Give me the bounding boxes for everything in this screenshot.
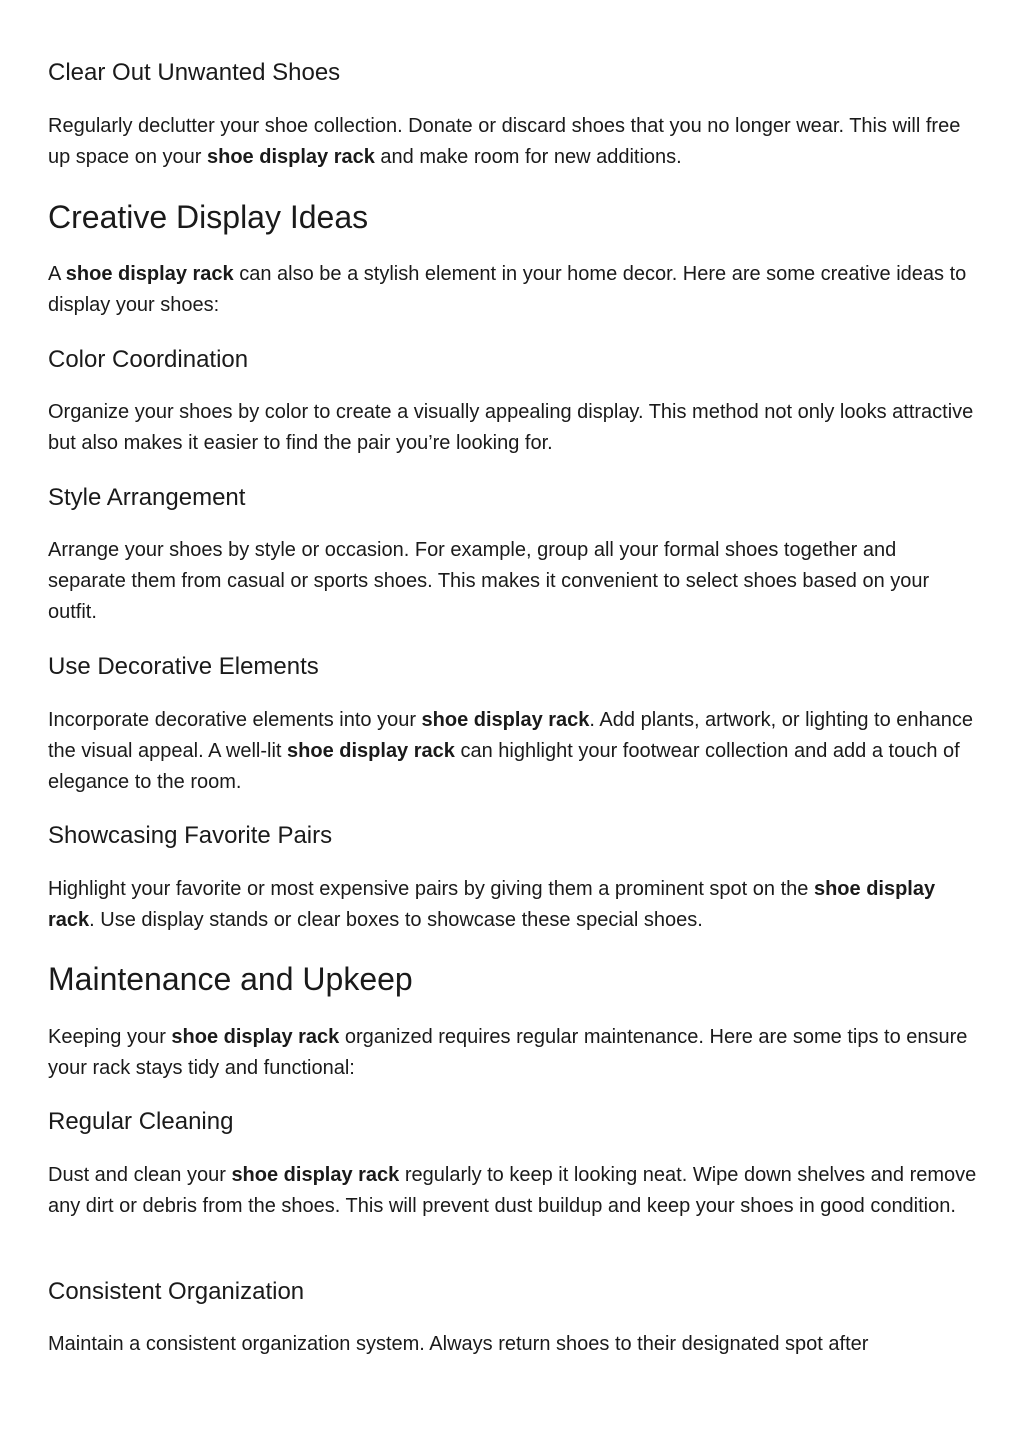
text: Regularly declutter your shoe collection. Donate or discard shoes that you no longer wear. This will free up space on your — [48, 115, 961, 168]
paragraph-favorite — [48, 874, 978, 936]
heading-color-coordination: Color Coordination — [48, 346, 249, 373]
text: Incorporate decorative elements into your — [48, 709, 422, 731]
text: Highlight your favorite or most expensive pairs by giving them a prominent spot on the — [48, 878, 814, 900]
heading-favorite-pairs: Showcasing Favorite Pairs — [48, 822, 333, 849]
keyword-shoe-display-rack: shoe display rack — [48, 878, 936, 931]
paragraph-cleaning — [48, 1160, 978, 1222]
text: A — [48, 263, 66, 285]
keyword-shoe-display-rack: shoe display rack — [171, 1026, 340, 1048]
heading-regular-cleaning: Regular Cleaning — [48, 1108, 234, 1135]
text: . Add plants, artwork, or lighting to enhance the visual appeal. A well-lit — [48, 709, 973, 762]
text: Dust and clean your — [48, 1164, 232, 1186]
keyword-shoe-display-rack: shoe display rack — [287, 740, 455, 762]
text: regularly to keep it looking neat. Wipe down shelves and remove any dirt or debris from the shoes. This will prevent dust buildup and keep your shoes in good condition. — [48, 1164, 977, 1217]
paragraph-maintenance — [48, 1022, 978, 1084]
heading-creative-display-ideas: Creative Display Ideas — [48, 199, 369, 235]
paragraph-clear-out — [48, 111, 978, 173]
text: Keeping your — [48, 1026, 172, 1048]
text: can highlight your footwear collection and add a touch of elegance to the room. — [48, 740, 960, 793]
text: . Use display stands or clear boxes to showcase these special shoes. — [89, 909, 703, 931]
paragraph-decorative — [48, 705, 978, 798]
keyword-shoe-display-rack: shoe display rack — [207, 146, 375, 168]
text: and make room for new additions. — [374, 146, 682, 168]
paragraph-consistent: Maintain a consistent organization system. Always return shoes to their designated spot after — [48, 1333, 869, 1355]
keyword-shoe-display-rack: shoe display rack — [421, 709, 590, 731]
text: can also be a stylish element in your home decor. Here are some creative ideas to display your shoes: — [48, 263, 967, 316]
keyword-shoe-display-rack: shoe display rack — [231, 1164, 400, 1186]
heading-clear-out: Clear Out Unwanted Shoes — [48, 59, 341, 86]
keyword-shoe-display-rack: shoe display rack — [65, 263, 234, 285]
heading-maintenance-upkeep: Maintenance and Upkeep — [48, 961, 413, 997]
heading-consistent-organization: Consistent Organization — [48, 1278, 305, 1305]
heading-decorative-elements: Use Decorative Elements — [48, 653, 319, 680]
paragraph-style: Arrange your shoes by style or occasion. For example, group all your formal shoes together and separate them from casual or sports shoes. This makes it convenient to select shoes based on your outfit. — [48, 539, 930, 623]
heading-style-arrangement: Style Arrangement — [48, 484, 246, 511]
paragraph-creative — [48, 259, 978, 321]
paragraph-color: Organize your shoes by color to create a visually appealing display. This method not only looks attractive but also makes it easier to find the pair you’re looking for. — [48, 401, 974, 454]
text: organized requires regular maintenance. Here are some tips to ensure your rack stays tidy and functional: — [48, 1026, 968, 1079]
